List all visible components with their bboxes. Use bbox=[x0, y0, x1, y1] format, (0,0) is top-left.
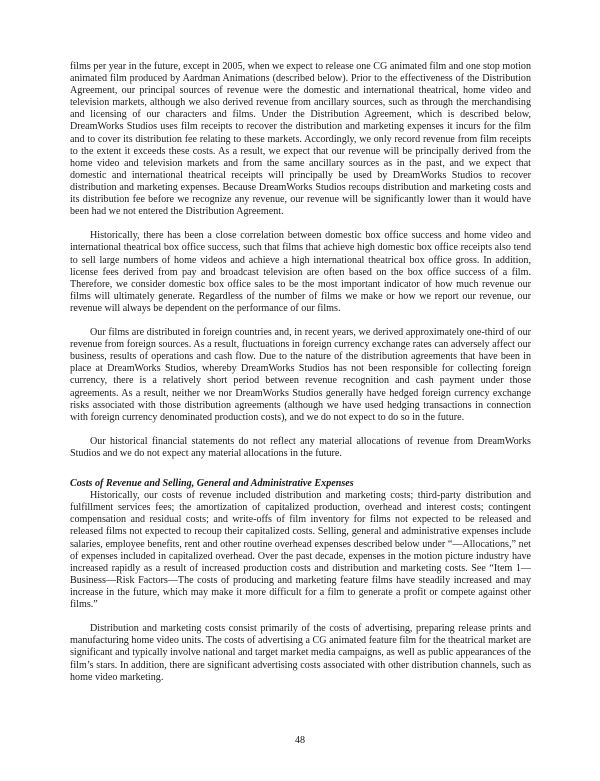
paragraph-foreign-currency: Our films are distributed in foreign countries and, in recent years, we derived approximately one-third of our revenue from foreign sources. As a result, fluctuations in foreign currency exchange rates can adversely affect our business, results of operations and cash flow. Due to the nature of the distribution agreements that have been in place at DreamWorks Studios, whereby DreamWorks Studios has not been responsible for collecting foreign currency, there is a relatively short period between revenue recognition and cash payment under those agreements. As a result, neither we nor DreamWorks Studios generally have hedged foreign currency exchange risks associated with those distribution agreements (although we have used hedging transactions in connection with foreign currency denominated production costs), and we do not expect to do so in the future. bbox=[70, 327, 531, 423]
paragraph-historical-allocations: Our historical financial statements do not reflect any material allocations of revenue from DreamWorks Studios and we do not expect any material allocations in the future. bbox=[70, 435, 531, 459]
paragraph-box-office-correlation: Historically, there has been a close correlation between domestic box office success and home video and international theatrical box office success, such that films that achieve high domestic box office receipts also tend to sell large numbers of home videos and achieve a high international theatrical box office gross. In addition, license fees derived from pay and broadcast television are often based on the box office success of a film. Therefore, we consider domestic box office sales to be the most important indicator of how much revenue our films will ultimately generate. Regardless of the number of films we make or how we report our revenue, our revenue will always be dependent on the performance of our films. bbox=[70, 230, 531, 314]
paragraph-distribution-marketing-costs: Distribution and marketing costs consist primarily of the costs of advertising, preparing release prints and manufacturing home video units. The costs of advertising a CG animated feature film for the theatrical market are significant and typically involve national and target market media campaigns, as well as public appearances of the film’s stars. In addition, there are significant advertising costs associated with other distribution channels, such as home video marketing. bbox=[70, 623, 531, 683]
page-number: 48 bbox=[294, 735, 306, 746]
document-page bbox=[70, 61, 531, 684]
section-heading: Costs of Revenue and Selling, General and Administrative Expenses bbox=[70, 478, 354, 490]
paragraph-revenue-sources: films per year in the future, except in 2005, when we expect to release one CG animated film and one stop motion animated film produced by Aardman Animations (described below). Prior to the effectiveness of the Distribution Agreement, our principal sources of revenue were the domestic and international theatrical, home video and television markets, although we also derived revenue from ancillary sources, such as through the merchandising and licensing of our characters and films. Under the Distribution Agreement, which is described below, DreamWorks Studios uses film receipts to recover the distribution and marketing expenses it incurs for the film and to cover its distribution fee relating to these markets. Accordingly, we only record revenue from film receipts to the extent it exceeds these costs. As a result, we expect that our revenue will be principally derived from the home video and television markets and from the same ancillary sources as in the past, and we expect that domestic and international theatrical receipts will principally be used by DreamWorks Studios to recover distribution and marketing expenses. Because DreamWorks Studios recoups distribution and marketing costs and its distribution fee before we recognize any revenue, our revenue will be significantly lower than it would have been had we not entered the Distribution Agreement. bbox=[70, 61, 531, 218]
paragraph-costs-of-revenue: Historically, our costs of revenue included distribution and marketing costs; third-party distribution and fulfillment services fees; the amortization of capitalized production, overhead and interest costs; contingent compensation and residual costs; and write-offs of film inventory for films not expected to be released and released films not expected to recoup their capitalized costs. Selling, general and administrative expenses include salaries, employee benefits, rent and other routine overhead expenses described below under “—Allocations,” net of expenses included in capitalized overhead. Over the past decade, expenses in the motion picture industry have increased rapidly as a result of increased production costs and distribution and marketing costs. See “Item 1—Business—Risk Factors—The costs of producing and marketing feature films have steadily increased and may increase in the future, which may make it more difficult for a film to generate a profit or compete against other films.” bbox=[70, 490, 531, 611]
